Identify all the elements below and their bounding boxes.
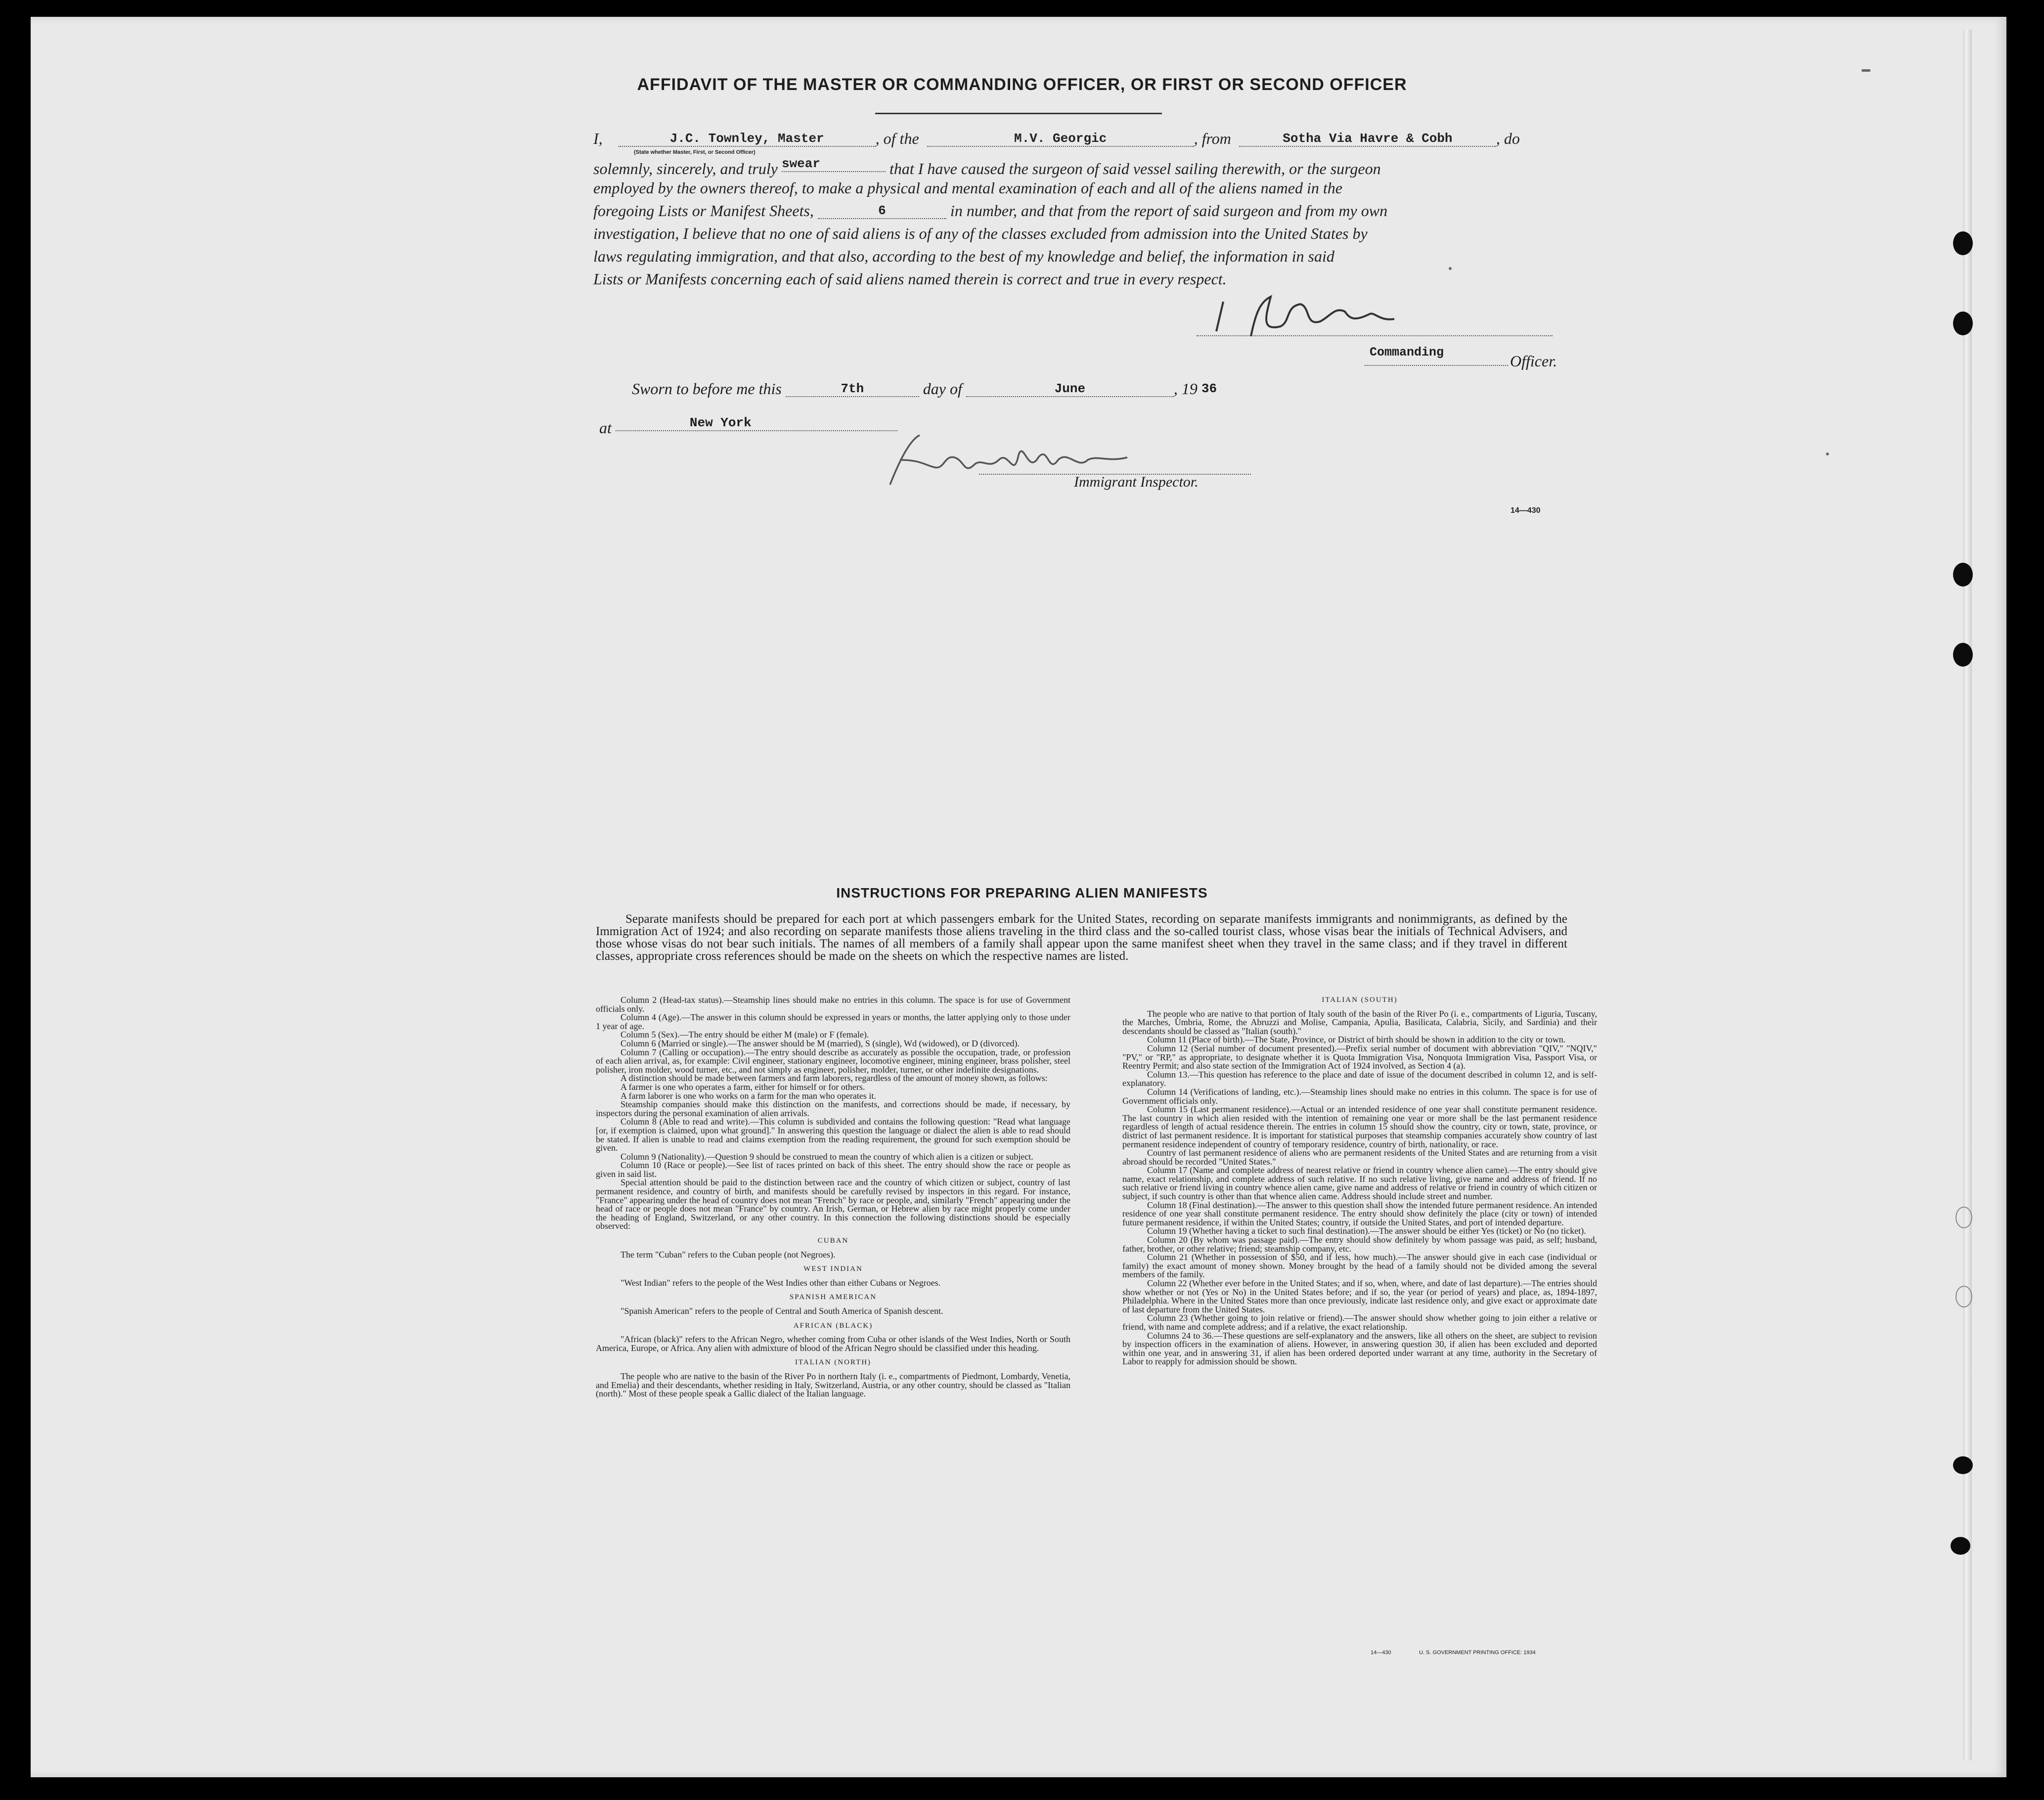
instruction-paragraph: Country of last permanent residence of aliens who are permanent residents of the United States and are returning from a visit abroad should be recorded "United States." xyxy=(1122,1148,1597,1167)
instruction-paragraph: Steamship companies should make this distinction on the manifests, and corrections should be made, if necessary, by inspectors during the personal examination of alien arrivals. xyxy=(596,1099,1070,1118)
solemnly-text: solemnly, sincerely, and truly xyxy=(593,160,778,178)
race-text: "African (black)" refers to the African Negro, whether coming from Cuba or other islands of the West Indies, North or South America, Europe, or Africa. Any alien with admixture of blood of the African Negro should be classified under this heading. xyxy=(596,1334,1070,1353)
year-field: 36 xyxy=(1201,381,1217,396)
punch-mark xyxy=(1449,267,1452,270)
race-heading: CUBAN xyxy=(817,1237,849,1245)
affidavit-line-5: investigation, I believe that no one of said aliens is of any of the classes excluded from admission into the United States by xyxy=(593,225,1368,242)
instructions-left-column xyxy=(596,996,1070,1398)
race-text: "West Indian" refers to the people of the West Indies other than either Cubans or Negroes. xyxy=(621,1277,941,1288)
month-field: June xyxy=(966,381,1174,397)
binder-hole xyxy=(1953,1456,1973,1474)
punch-mark xyxy=(1826,452,1829,455)
instruction-paragraph: Column 23 (Whether going to join relative or friend).—The answer should show whether going to join either a relative or friend, with name and complete address; and if a relative, the exact relationship. xyxy=(1122,1313,1597,1332)
inspector-label: Immigrant Inspector. xyxy=(1074,474,1199,490)
footer-code: 14—430 xyxy=(1371,1650,1391,1656)
sworn-text: Sworn to before me this xyxy=(632,380,782,398)
instruction-paragraph: Column 7 (Calling or occupation).—The entry should describe as accurately as possible the occupation, trade, or profession of each alien arrival, as, for example: Civil engineer, stationary engineer, locomotive engineer, mining engineer, brass polisher, steel polisher, iron molder, wood turner, etc., and not simply as engineer, polisher, molder, turner, or other indefinite designations. xyxy=(596,1047,1070,1075)
do-text: , do xyxy=(1496,130,1520,147)
instruction-paragraph: Column 18 (Final destination).—The answer to this question shall show the intended future permanent residence. An intended residence of one year shall constitute permanent residence. The entry should show definitely the place (city or town) of intended future permanent residence, if within the United States; country, if outside the United States, and port of intended departure. xyxy=(1122,1200,1597,1227)
officer-name-field: J.C. Townley, Master xyxy=(619,131,876,147)
port-field: Sotha Via Havre & Cobh xyxy=(1239,131,1496,147)
vessel-field: M.V. Georgic xyxy=(927,131,1194,147)
instruction-paragraph: Column 9 (Nationality).—Question 9 should be construed to mean the country of which alien is a citizen or subject. xyxy=(621,1151,1033,1162)
from-text: , from xyxy=(1194,130,1231,147)
race-heading: ITALIAN (SOUTH) xyxy=(1322,996,1398,1004)
instructions-right-column xyxy=(1122,996,1597,1366)
line4-rest-text: in number, and that from the report of said surgeon and from my own xyxy=(950,202,1388,220)
instruction-paragraph: Column 14 (Verifications of landing, etc.).—Steamship lines should make no entries in this column. The space is for use of Government officials only. xyxy=(1122,1086,1597,1106)
sheet-count-field: 6 xyxy=(818,203,946,219)
instruction-paragraph: Column 2 (Head-tax status).—Steamship lines should make no entries in this column. The space is for use of Government officials only. xyxy=(596,995,1070,1014)
instruction-paragraph: Column 4 (Age).—The answer in this column should be expressed in years or months, the latter applying only to those under 1 year of age. xyxy=(596,1012,1070,1031)
instruction-paragraph: Column 17 (Name and complete address of nearest relative or friend in country whence alien came).—The entry should give name, exact relationship, and complete address of such relative. If no such relative living, give name and address of friend. If no such relative or friend living in country whence alien came, give name and address of relative or friend in country of which citizen or subject, if such country is other than that whence alien came. Address should include street and number. xyxy=(1122,1165,1597,1202)
officer-note: (State whether Master, First, or Second Officer) xyxy=(634,149,755,155)
instructions-title: INSTRUCTIONS FOR PREPARING ALIEN MANIFESTS xyxy=(836,885,1208,900)
binder-hole xyxy=(1953,312,1973,335)
instruction-paragraph: Special attention should be paid to the distinction between race and the country of which citizen or subject, country of last permanent residence, and country of birth, and manifests should be carefully revised by inspectors in this regard. For instance, "France" appearing under the head of country does not mean "French" by race or people, and, similarly "French" appearing under the head of race or people does not mean "France" by country. An Irish, German, or Hebrew alien by race might properly come under the heading of England, Switzerland, or any other country. In this connection the following distinctions should be especially observed: xyxy=(596,1177,1070,1231)
instruction-paragraph: A farm laborer is one who works on a farm for the man who operates it. xyxy=(621,1090,876,1101)
sworn-line xyxy=(632,380,1216,398)
affidavit-line-6: laws regulating immigration, and that also, according to the best of my knowledge and belief, the information in said xyxy=(593,247,1334,265)
instruction-paragraph: Column 6 (Married or single).—The answer should be M (married), S (single), Wd (widowed), or D (divorced). xyxy=(621,1038,1020,1048)
race-heading: SPANISH AMERICAN xyxy=(789,1293,877,1302)
race-text: The term "Cuban" refers to the Cuban people (not Negroes). xyxy=(621,1249,836,1260)
affidavit-line-4 xyxy=(593,202,1387,220)
instructions-intro: Separate manifests should be prepared for each port at which passengers embark for the United States, recording on separate manifests immigrants and nonimmigrants, as defined by the Immigration Act of 1924; and also recording on separate manifests those aliens traveling in the third class and the so-called tourist class, whose visas bear the initials of Technical Advisers, and those whose visas do not bear such initials. The names of all members of a family shall appear upon the same manifest sheet when they travel in the same class; and if they travel in different classes, appropriate cross references should be made on the sheets on which the respective names are listed. xyxy=(596,912,1567,963)
instruction-paragraph: Column 19 (Whether having a ticket to such final destination).—The answer should be either Yes (ticket) or No (no ticket). xyxy=(1147,1226,1586,1236)
form-code: 14—430 xyxy=(1511,506,1541,515)
instruction-paragraph: Column 10 (Race or people).—See list of races printed on back of this sheet. The entry should show the race or people as given in said list. xyxy=(596,1160,1070,1179)
binder-hole xyxy=(1953,563,1973,586)
year-prefix: , 19 xyxy=(1173,380,1198,398)
rank-line xyxy=(1365,365,1508,366)
instruction-paragraph: Column 11 (Place of birth).—The State, Province, or District of birth should be shown in addition to the city or town. xyxy=(1147,1035,1566,1045)
instruction-paragraph: Column 22 (Whether ever before in the United States; and if so, when, where, and date of last departure).—The entries should show whether or not (Yes or No) in the United States before; and if so, the year (or period of years) and place, as, 1894-1897, Philadelphia. Where in the United States more than once previously, indicate last residence only, and give exact or approximate date of last departure from the United States. xyxy=(1122,1278,1597,1314)
signature-line xyxy=(1197,335,1553,336)
instruction-paragraph: A farmer is one who operates a farm, either for himself or for others. xyxy=(621,1081,865,1092)
line4-text: foregoing Lists or Manifest Sheets, xyxy=(593,202,814,220)
affidavit-line-3: employed by the owners thereof, to make a physical and mental examination of each and all of the aliens named in the xyxy=(593,179,1342,197)
instruction-paragraph: The people who are native to that portion of Italy south of the basin of the River Po (i. e., compartments of Liguria, Tuscany, the Marches, Umbria, Rome, the Abruzzi and Molise, Campania, Apulia, Basilicata, Calabria, Sicily, and Sardinia) and their descendants should be classed as "Italian (south)." xyxy=(1122,1008,1597,1036)
officer-rank: Commanding xyxy=(1370,345,1444,360)
line2-text: that I have caused the surgeon of said vessel sailing therewith, or the surgeon xyxy=(889,160,1381,178)
officer-word: Officer. xyxy=(1510,352,1557,370)
instruction-paragraph: Column 12 (Serial number of document presented).—Prefix serial number of document with abbreviation "QIV," "NQIV," "PV," or "RP," as appropriate, to designate whether it is Quota Immigration Visa, Nonquota Immigration Visa, Passport Visa, or Reentry Permit; and also state section of the Immigration Act of 1924 involved, as Section 4 (a). xyxy=(1122,1043,1597,1071)
instruction-paragraph: Column 21 (Whether in possession of $50, and if less, how much).—The answer should give in each case (individual or family) the exact amount of money shown. Money brought by the head of a family should not be divided among the several members of the family. xyxy=(1122,1252,1597,1280)
at-line xyxy=(599,415,897,437)
race-text: "Spanish American" refers to the people of Central and South America of Spanish descent. xyxy=(621,1306,943,1316)
race-text: The people who are native to the basin of the River Po in northern Italy (i. e., compartments of Piedmont, Lombardy, Venetia, and Emelia) and their descendants, whether residing in Italy, Switzerland, Austria, or any other country, should be classed as "Italian (north)." Most of these people speak a Gallic dialect of the Italian language. xyxy=(596,1371,1070,1399)
of-the-text: , of the xyxy=(875,130,919,147)
instruction-paragraph: Column 8 (Able to read and write).—This column is subdivided and contains the following question: "Read what language [or, if exemption is claimed, upon what ground]." In answering this question the language or dialect the alien is able to read should be stated. If alien is unable to read and claims exemption from the reading requirement, the ground for such exemption should be given. xyxy=(596,1117,1070,1153)
race-heading: AFRICAN (BLACK) xyxy=(793,1321,873,1330)
instruction-paragraph: Columns 24 to 36.—These questions are self-explanatory and the answers, like all others on the sheet, are subject to revision by inspection officers in the examination of aliens. However, in answering question 30, if alien has been excluded and deported within one year, and in answering 31, if alien has been ordered deported under warrant at any time, authority in the Secretary of Labor to reapply for admission should be shown. xyxy=(1122,1330,1597,1367)
instruction-paragraph: A distinction should be made between farmers and farm laborers, regardless of the amount of money shown, as follows: xyxy=(621,1073,1048,1083)
title-rule xyxy=(875,113,1162,114)
affidavit-line-2 xyxy=(593,156,1381,178)
binder-hole xyxy=(1951,1537,1970,1555)
instruction-paragraph: Column 13.—This question has reference to the place and date of issue of the document described in column 12, and is self-explanatory. xyxy=(1122,1069,1597,1088)
pronoun: I, xyxy=(593,130,603,147)
binder-hole xyxy=(1955,1207,1972,1228)
punch-mark xyxy=(1862,69,1870,72)
instruction-paragraph: Column 20 (By whom was passage paid).—The entry should show definitely by whom passage was paid, as self; husband, father, brother, or other relative; friend; steamship company, etc. xyxy=(1122,1235,1597,1254)
binder-hole xyxy=(1953,643,1973,667)
instruction-paragraph: Column 15 (Last permanent residence).—Actual or an intended residence of one year shall constitute permanent residence. The last country in which alien resided with the intention of remaining one year or more shall be the last permanent residence regardless of length of actual residence therein. The entries in column 15 should show the country, city or town, state, province, or district of last permanent residence. It is important for statistical purposes that steamship companies accurately show country of last permanent residence independent of country of temporary residence, country of birth, nationality, or race. xyxy=(1122,1104,1597,1149)
footer-printer: U. S. GOVERNMENT PRINTING OFFICE: 1934 xyxy=(1419,1650,1536,1656)
binder-hole xyxy=(1953,231,1973,255)
officer-signature xyxy=(1206,292,1434,346)
oath-field: swear xyxy=(782,156,886,172)
at-text: at xyxy=(599,419,612,437)
race-heading: ITALIAN (NORTH) xyxy=(795,1358,872,1367)
affidavit-line-1 xyxy=(593,130,1520,148)
affidavit-title: AFFIDAVIT OF THE MASTER OR COMMANDING OFFICER, OR FIRST OR SECOND OFFICER xyxy=(637,75,1407,94)
race-heading: WEST INDIAN xyxy=(803,1265,863,1273)
day-field: 7th xyxy=(786,381,919,397)
binder-hole xyxy=(1955,1286,1972,1307)
day-of-text: day of xyxy=(923,380,962,398)
place-field: New York xyxy=(616,415,897,431)
affidavit-line-7: Lists or Manifests concerning each of said aliens named therein is correct and true in every respect. xyxy=(593,270,1227,288)
instruction-paragraph: Column 5 (Sex).—The entry should be either M (male) or F (female). xyxy=(621,1030,869,1040)
